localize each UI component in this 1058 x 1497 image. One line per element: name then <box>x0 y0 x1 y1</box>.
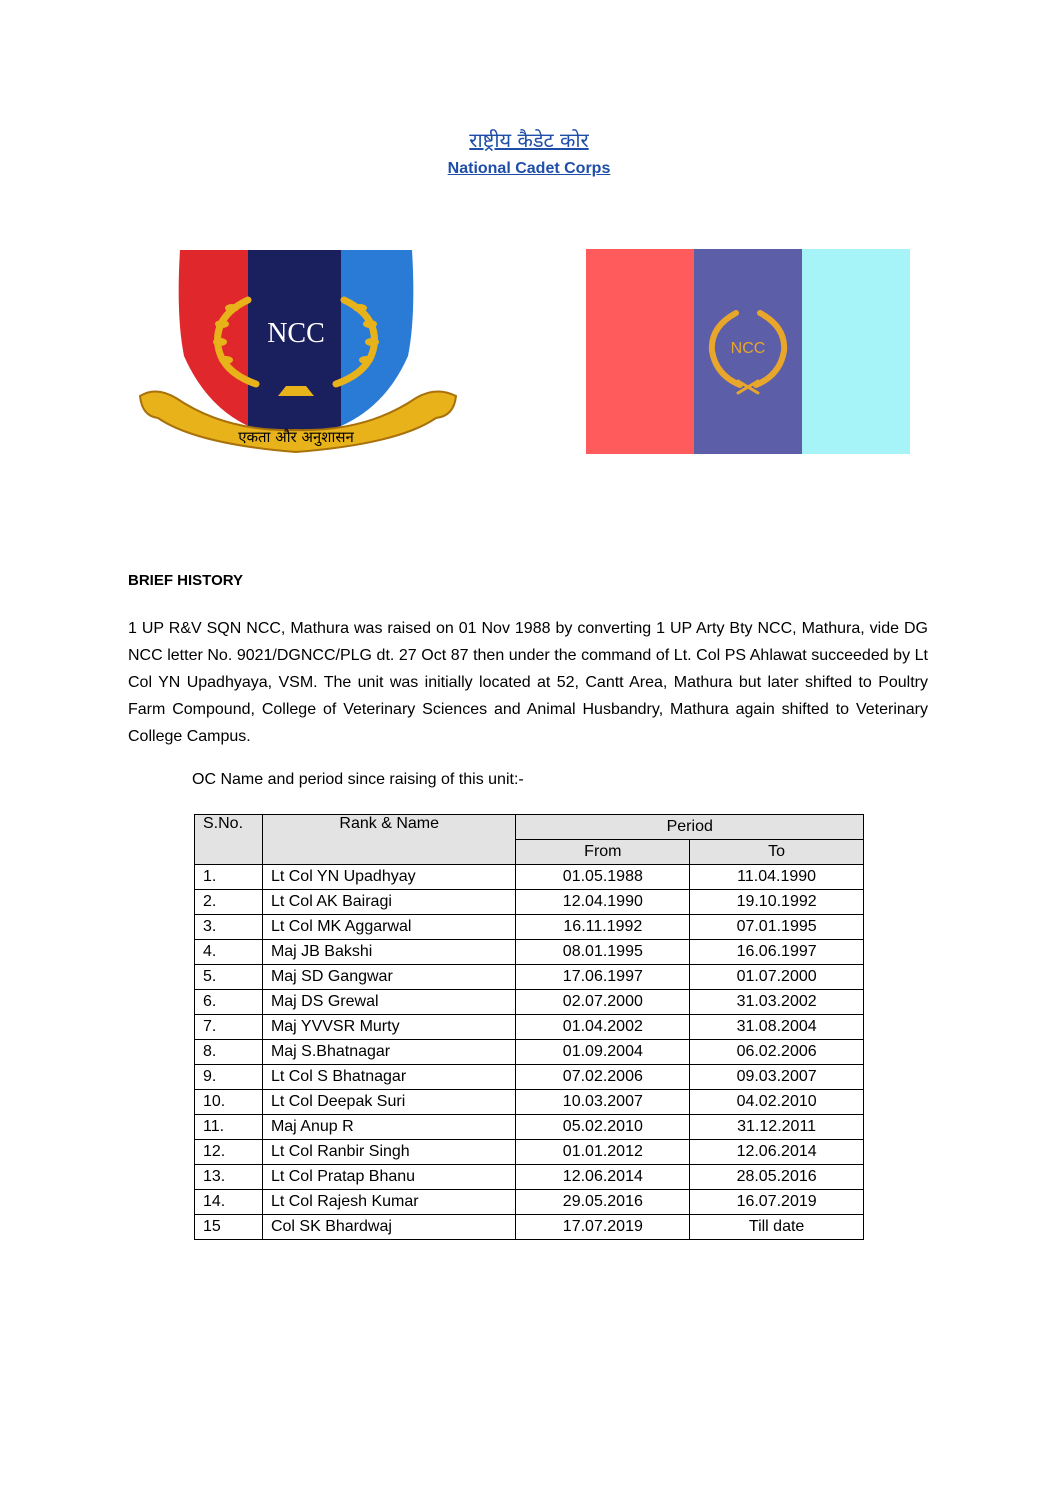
cell-sno: 8. <box>195 1040 263 1065</box>
cell-to: 19.10.1992 <box>690 890 864 915</box>
cell-name: Maj JB Bakshi <box>262 940 516 965</box>
cell-to: Till date <box>690 1215 864 1240</box>
cell-name: Lt Col AK Bairagi <box>262 890 516 915</box>
oc-table-body <box>195 865 864 1240</box>
cell-from: 10.03.2007 <box>516 1090 690 1115</box>
cell-sno: 12. <box>195 1140 263 1165</box>
cell-from: 17.07.2019 <box>516 1215 690 1240</box>
table-row <box>195 965 864 990</box>
cell-sno: 9. <box>195 1065 263 1090</box>
cell-sno: 14. <box>195 1190 263 1215</box>
header-from: From <box>516 840 690 865</box>
cell-sno: 3. <box>195 915 263 940</box>
cell-name: Maj DS Grewal <box>262 990 516 1015</box>
cell-from: 08.01.1995 <box>516 940 690 965</box>
cell-sno: 2. <box>195 890 263 915</box>
brief-history-paragraph: 1 UP R&V SQN NCC, Mathura was raised on 01 Nov 1988 by converting 1 UP Arty Bty NCC, Mathura, vide DG NCC letter No. 9021/DGNCC/PLG dt. 27 Oct 87 then under the command of Lt. Col PS Ahlawat succeeded by Lt Col YN Upadhyaya, VSM. The unit was initially located at 52, Cantt Area, Mathura but later shifted to Poultry Farm Compound, College of Veterinary Sciences and Animal Husbandry, Mathura again shifted to Veterinary College Campus. <box>128 620 928 745</box>
page-title-english: National Cadet Corps <box>447 160 611 177</box>
table-row <box>195 1165 864 1190</box>
cell-name: Lt Col Ranbir Singh <box>262 1140 516 1165</box>
cell-from: 16.11.1992 <box>516 915 690 940</box>
ncc-emblem-logo <box>136 246 460 462</box>
cell-from: 01.04.2002 <box>516 1015 690 1040</box>
cell-from: 01.01.2012 <box>516 1140 690 1165</box>
cell-name: Lt Col Pratap Bhanu <box>262 1165 516 1190</box>
cell-to: 06.02.2006 <box>690 1040 864 1065</box>
cell-to: 11.04.1990 <box>690 865 864 890</box>
cell-from: 01.05.1988 <box>516 865 690 890</box>
cell-to: 09.03.2007 <box>690 1065 864 1090</box>
ncc-flag <box>586 249 910 454</box>
cell-name: Lt Col S Bhatnagar <box>262 1065 516 1090</box>
cell-to: 31.12.2011 <box>690 1115 864 1140</box>
table-row <box>195 1140 864 1165</box>
cell-to: 07.01.1995 <box>690 915 864 940</box>
oc-table <box>194 814 864 1240</box>
cell-name: Lt Col YN Upadhyay <box>262 865 516 890</box>
table-row <box>195 1115 864 1140</box>
table-row <box>195 1190 864 1215</box>
cell-to: 28.05.2016 <box>690 1165 864 1190</box>
cell-from: 12.04.1990 <box>516 890 690 915</box>
cell-sno: 7. <box>195 1015 263 1040</box>
cell-name: Maj S.Bhatnagar <box>262 1040 516 1065</box>
cell-from: 07.02.2006 <box>516 1065 690 1090</box>
table-row <box>195 940 864 965</box>
cell-sno: 15 <box>195 1215 263 1240</box>
table-row <box>195 865 864 890</box>
cell-sno: 11. <box>195 1115 263 1140</box>
header-name: Rank & Name <box>262 815 516 865</box>
cell-sno: 5. <box>195 965 263 990</box>
cell-from: 17.06.1997 <box>516 965 690 990</box>
cell-name: Col SK Bhardwaj <box>262 1215 516 1240</box>
table-row <box>195 915 864 940</box>
cell-name: Maj SD Gangwar <box>262 965 516 990</box>
cell-from: 01.09.2004 <box>516 1040 690 1065</box>
table-row <box>195 1015 864 1040</box>
cell-to: 16.07.2019 <box>690 1190 864 1215</box>
cell-from: 02.07.2000 <box>516 990 690 1015</box>
cell-sno: 6. <box>195 990 263 1015</box>
cell-from: 12.06.2014 <box>516 1165 690 1190</box>
cell-name: Maj YVVSR Murty <box>262 1015 516 1040</box>
header-period: Period <box>516 815 864 840</box>
table-row <box>195 1040 864 1065</box>
table-intro: OC Name and period since raising of this unit:- <box>192 771 524 788</box>
cell-name: Lt Col Rajesh Kumar <box>262 1190 516 1215</box>
table-row <box>195 1090 864 1115</box>
header-to: To <box>690 840 864 865</box>
cell-to: 12.06.2014 <box>690 1140 864 1165</box>
cell-name: Maj Anup R <box>262 1115 516 1140</box>
cell-to: 16.06.1997 <box>690 940 864 965</box>
cell-to: 01.07.2000 <box>690 965 864 990</box>
cell-to: 31.08.2004 <box>690 1015 864 1040</box>
cell-from: 29.05.2016 <box>516 1190 690 1215</box>
cell-name: Lt Col MK Aggarwal <box>262 915 516 940</box>
cell-sno: 1. <box>195 865 263 890</box>
cell-sno: 4. <box>195 940 263 965</box>
table-row <box>195 890 864 915</box>
header-sno: S.No. <box>195 815 263 865</box>
cell-sno: 13. <box>195 1165 263 1190</box>
brief-history-heading: BRIEF HISTORY <box>128 572 244 589</box>
cell-sno: 10. <box>195 1090 263 1115</box>
page-title-hindi: राष्ट्रीय कैडेट कोर <box>469 128 589 152</box>
cell-name: Lt Col Deepak Suri <box>262 1090 516 1115</box>
cell-to: 04.02.2010 <box>690 1090 864 1115</box>
table-row <box>195 1215 864 1240</box>
flag-text: NCC <box>730 340 766 357</box>
emblem-text: NCC <box>267 318 325 349</box>
table-row <box>195 1065 864 1090</box>
table-row <box>195 990 864 1015</box>
emblem-motto: एकता और अनुशासन <box>238 428 354 446</box>
cell-to: 31.03.2002 <box>690 990 864 1015</box>
cell-from: 05.02.2010 <box>516 1115 690 1140</box>
